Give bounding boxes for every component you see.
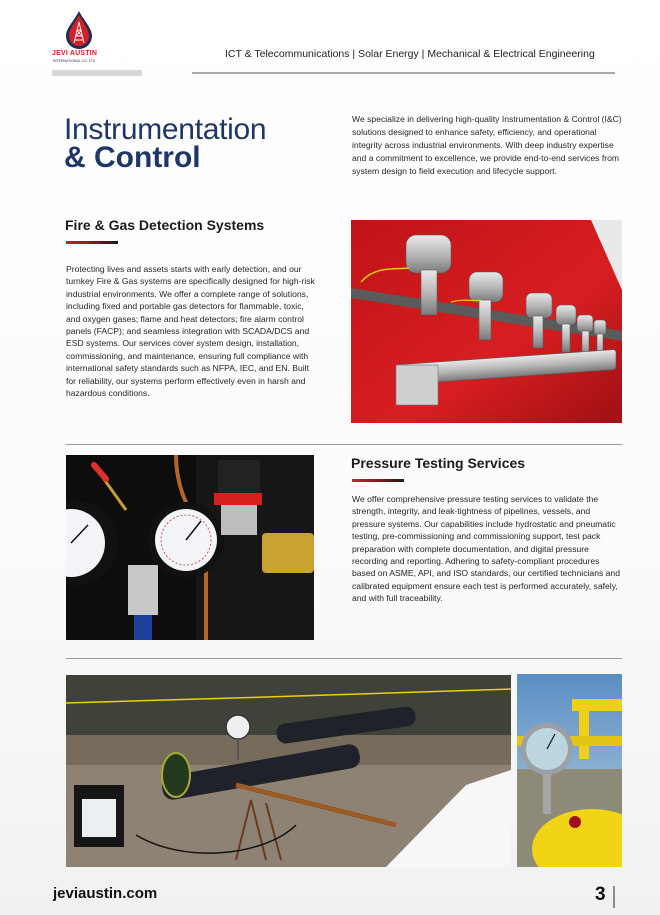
section-divider: [66, 444, 622, 445]
page-title-line1: Instrumentation: [64, 113, 267, 146]
page-number: 3: [595, 884, 606, 905]
pressure-gauges-photo: [66, 455, 314, 640]
heading-accent-line: [352, 479, 404, 482]
pipeline-pressure-test-photo: [66, 675, 511, 867]
header-tagline: ICT & Telecommunications | Solar Energy | Mechanical & Electrical Engineering: [225, 48, 595, 60]
company-logo: [52, 10, 122, 68]
fire-gas-paragraph: Protecting lives and assets starts with early detection, and our turnkey Fire & Gas systems are specifically designed for high-risk industrial environments. We offer a complete range of solutions, including fixed and portable gas detectors for flammable, toxic, and oxygen gases; flame and heat detectors; fire alarm control panels (FACP); and seamless integration with SCADA/DCS and ESD systems. Our services cover system design, installation, commissioning, and maintenance, ensuring full compliance with international safety standards such as NFPA, IEC, and EN. Built for reliability, our systems perform effectively even in harsh and hazardous conditions.: [66, 264, 315, 399]
logo-underline: [52, 70, 142, 76]
heading-accent-line: [66, 241, 118, 244]
yellow-pipe-gauge-photo: [517, 674, 622, 867]
pressure-testing-heading: Pressure Testing Services: [351, 455, 526, 471]
logo-subtitle: INTERNATIONAL CO. LTD: [53, 59, 96, 63]
oil-rig-drop-icon: [64, 10, 94, 50]
header-divider: [192, 72, 615, 74]
pressure-testing-paragraph: We offer comprehensive pressure testing services to validate the strength, integrity, and leak-tightness of pipelines, vessels, and pressure systems. Our capabilities include hydrostatic and pneumatic testing, pre-commissioning and commissioning support, test pack preparation with complete documentation, and digital pressure recording and reporting. Adhering to safety-compliant procedures based on ASME, API, and ISO standards, our certified technicians and calibrated equipment ensure each test is performed accurately, safely, and with full traceability.: [352, 494, 620, 604]
page-number-divider: [613, 886, 615, 908]
fire-gas-heading: Fire & Gas Detection Systems: [65, 217, 265, 233]
logo-name: JEVI AUSTIN: [52, 50, 98, 57]
page-title-line2: & Control: [64, 141, 201, 174]
section-divider: [66, 658, 622, 659]
footer-website-link[interactable]: jeviaustin.com: [53, 885, 158, 902]
intro-paragraph: We specialize in delivering high-quality Instrumentation & Control (I&C) solutions designed to enhance safety, efficiency, and operational integrity across industrial environments. With deep industry expertise and a commitment to excellence, we provide end-to-end services from system design to field execution and lifecycle support.: [352, 114, 622, 177]
pressure-transmitters-photo: [351, 220, 622, 423]
